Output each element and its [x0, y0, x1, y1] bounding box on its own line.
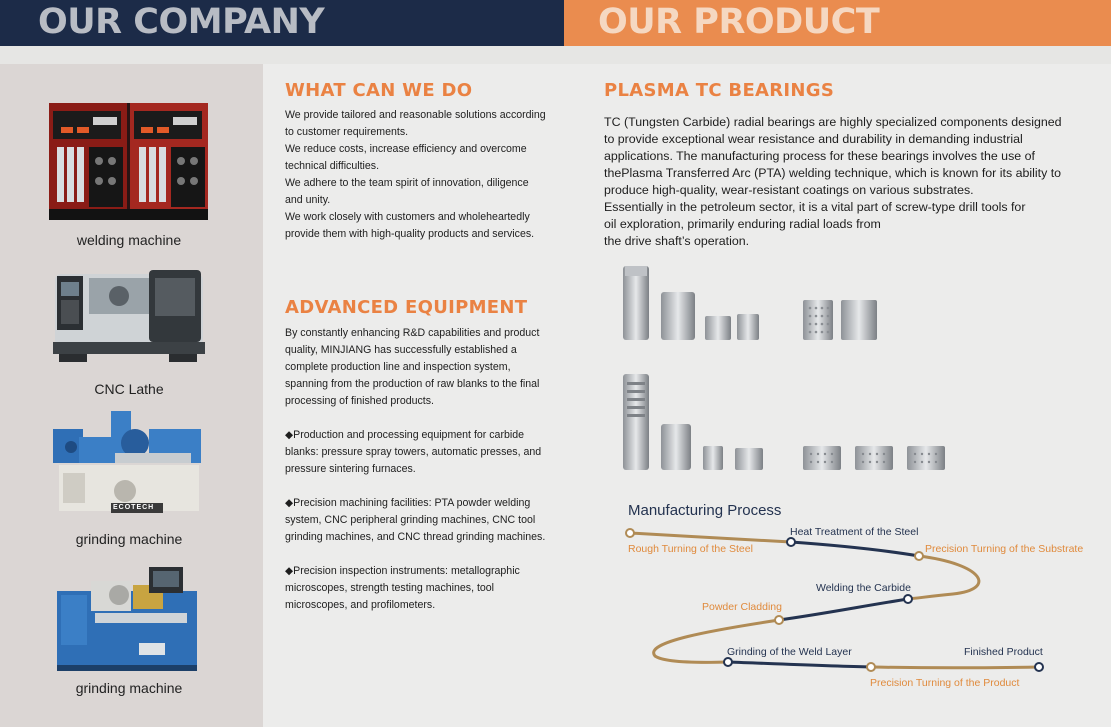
grinding-machine-1-caption: grinding machine	[75, 531, 183, 547]
text-line: the drive shaft’s operation.	[604, 234, 750, 248]
text-line: system, CNC peripheral grinding machines, CNC tool	[285, 514, 536, 526]
equipment-sidebar	[0, 64, 263, 727]
text-line: Essentially in the petroleum sector, it is a vital part of screw-type drill tools for	[604, 200, 1026, 214]
step-precision-substrate: Precision Turning of the Substrate	[925, 543, 1084, 555]
text-line: processing of finished products.	[285, 395, 434, 407]
text-line: microscopes, and profilometers.	[285, 599, 436, 611]
text-line: applications. The manufacturing process for these bearings involves the use of	[604, 149, 1035, 163]
text-line: produce high-quality, wear-resistant coatings on various substrates.	[604, 183, 974, 197]
grinding-machine-2-caption: grinding machine	[75, 680, 183, 696]
step-powder-cladding: Powder Cladding	[702, 601, 782, 613]
grinding-machine-2-image	[49, 557, 208, 674]
text-line: provide them with high-quality products and services.	[285, 228, 535, 240]
text-line: to provide exceptional wear resistance and durability in demanding industrial	[604, 132, 1023, 146]
company-title: OUR COMPANY	[38, 2, 325, 42]
cnc-lathe-image	[49, 254, 208, 371]
text-line: We work closely with customers and wholeheartedly	[285, 211, 530, 223]
text-line: ◆Precision machining facilities: PTA powder welding	[285, 497, 531, 509]
advanced-equipment-title: ADVANCED EQUIPMENT	[285, 297, 528, 318]
text-line: and unity.	[285, 194, 331, 206]
step-grinding-weld: Grinding of the Weld Layer	[727, 646, 852, 658]
text-line: blanks: pressure spray towers, automatic presses, and	[285, 446, 542, 458]
text-line: ◆Precision inspection instruments: metallographic	[285, 565, 520, 577]
step-welding-carbide: Welding the Carbide	[816, 582, 911, 594]
text-line: microscopes, strength testing machines, tool	[285, 582, 495, 594]
text-line: quality, MINJIANG has successfully established a	[285, 344, 517, 356]
manufacturing-process-title: Manufacturing Process	[628, 502, 782, 519]
text-line: By constantly enhancing R&D capabilities and product	[285, 327, 540, 339]
text-line: technical difficulties.	[285, 160, 380, 172]
text-line: to customer requirements.	[285, 126, 409, 138]
text-line: ◆Production and processing equipment for carbide	[285, 429, 524, 441]
text-line: TC (Tungsten Carbide) radial bearings are highly specialized components designed	[604, 115, 1062, 129]
cnc-lathe-caption: CNC Lathe	[94, 381, 164, 397]
process-path	[263, 64, 1111, 727]
text-line: oil exploration, primarily enduring radial loads from	[604, 217, 881, 231]
step-finished-product: Finished Product	[964, 646, 1043, 658]
text-line: We reduce costs, increase efficiency and overcome	[285, 143, 527, 155]
text-line: We provide tailored and reasonable solutions according	[285, 109, 546, 121]
step-rough-turning: Rough Turning of the Steel	[628, 543, 753, 555]
text-line: We adhere to the team spirit of innovation, diligence	[285, 177, 529, 189]
main-content	[263, 64, 1111, 727]
header-product-bar	[564, 0, 1111, 46]
grinding-machine-1-image	[49, 403, 208, 520]
step-precision-product: Precision Turning of the Product	[870, 677, 1020, 689]
product-header-title: OUR PRODUCT	[598, 2, 880, 42]
welding-machine-image	[49, 103, 208, 220]
header-company-bar	[0, 0, 564, 46]
text-line: complete production line and inspection system,	[285, 361, 511, 373]
what-can-we-do-title: WHAT CAN WE DO	[285, 80, 473, 101]
ecotech-nameplate: ECOTECH	[113, 504, 155, 511]
plasma-tc-bearings-title: PLASMA TC BEARINGS	[604, 80, 835, 101]
text-line: grinding machines, and CNC thread grinding machines.	[285, 531, 546, 543]
welding-machine-caption: welding machine	[76, 232, 182, 248]
text-line: spanning from the production of raw blanks to the final	[285, 378, 540, 390]
text-line: pressure sintering furnaces.	[285, 463, 416, 475]
text-line: thePlasma Transferred Arc (PTA) welding technique, which is known for its ability to	[604, 166, 1062, 180]
step-heat-treatment: Heat Treatment of the Steel	[790, 526, 919, 538]
